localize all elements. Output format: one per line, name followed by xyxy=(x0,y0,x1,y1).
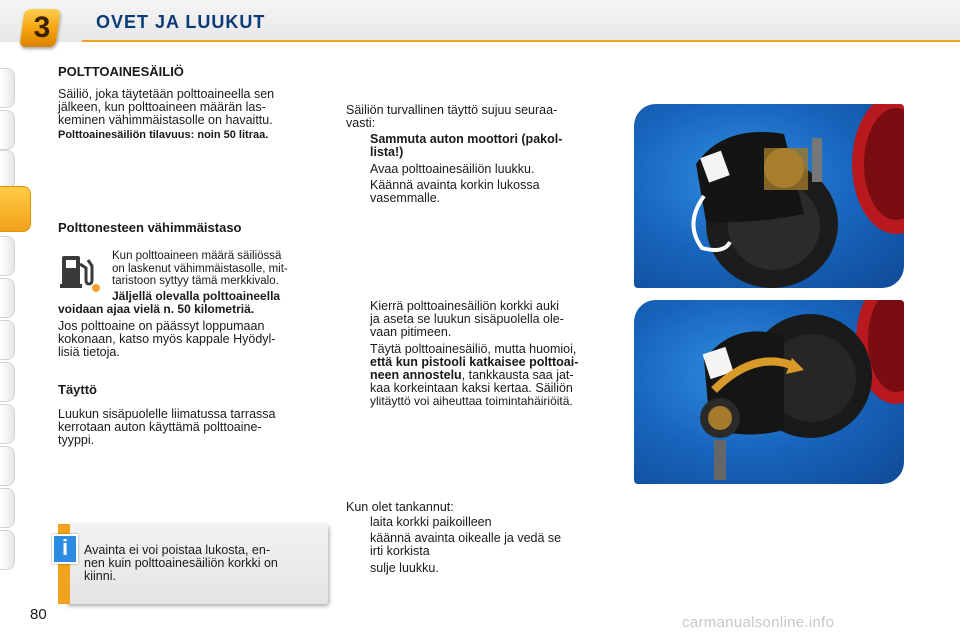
step-line: lista!) xyxy=(370,145,404,159)
chapter-tab-2[interactable] xyxy=(0,110,15,150)
step-turn-key-right xyxy=(346,532,614,560)
chapter-tab-5[interactable] xyxy=(0,236,15,276)
chapter-number: 3 xyxy=(33,11,51,44)
section-title: OVET JA LUUKUT xyxy=(96,12,266,32)
step-stop-engine xyxy=(346,133,614,161)
step-line: käännä avainta oikealle ja vedä se xyxy=(370,531,562,545)
empty-line: lisiä tietoja. xyxy=(58,345,120,359)
step-line: ylitäyttö voi aiheuttaa toimintahäiriöitä. xyxy=(370,394,573,408)
min-line: Kun polttoaineen määrä säiliössä xyxy=(112,250,282,262)
heading-fuel-tank: POLTTOAINESÄILIÖ xyxy=(58,64,184,79)
safe-fill-intro xyxy=(346,104,614,130)
after-refuel-intro: Kun olet tankannut: xyxy=(346,500,454,514)
min-line: on laskenut vähimmäistasolle, mit- xyxy=(112,262,288,275)
step-turn-key-left xyxy=(346,179,614,207)
step-line: kaa korkeintaan kaksi kertaa. Säiliön xyxy=(370,381,573,395)
tank-capacity: Polttoainesäiliön tilavuus: noin 50 litraa. xyxy=(58,129,269,141)
watermark-text: carmanualsonline.info xyxy=(682,614,835,631)
empty-tank-paragraph xyxy=(58,320,326,359)
step-line: Sammuta auton moottori (pakol- xyxy=(370,132,563,146)
step-line: Kierrä polttoainesäiliön korkki auki xyxy=(370,299,559,313)
empty-line: Jos polttoaine on päässyt loppumaan xyxy=(58,319,265,333)
step-line: Käännä avainta korkin lukossa xyxy=(370,178,540,192)
intro-paragraph xyxy=(58,88,326,127)
fill-line: tyyppi. xyxy=(58,433,95,447)
fill-line: kerrotaan auton käyttämä polttoaine- xyxy=(58,420,262,434)
heading-refuelling: Täyttö xyxy=(58,382,97,397)
step-line: ja aseta se luukun sisäpuolella ole- xyxy=(370,312,564,326)
chapter-tab-7[interactable] xyxy=(0,320,15,360)
step-refit-cap xyxy=(346,516,614,530)
step-open-flap xyxy=(346,163,614,177)
chapter-tab-12[interactable] xyxy=(0,530,15,570)
photo-cap-in-holder xyxy=(634,300,904,484)
photo-open-fuel-flap xyxy=(634,104,904,288)
chapter-tab-6[interactable] xyxy=(0,278,15,318)
step-line: Avaa polttoainesäiliön luukku. xyxy=(370,162,535,176)
step-line: vaan pitimeen. xyxy=(370,325,452,339)
step-bold-fragment: neen annostelu xyxy=(370,368,462,382)
chapter-tab-8[interactable] xyxy=(0,362,15,402)
fill-line: Luukun sisäpuolelle liimatussa tarrassa xyxy=(58,407,276,421)
chapter-tab-1[interactable] xyxy=(0,68,15,108)
chapter-tab-11[interactable] xyxy=(0,488,15,528)
step-close-flap xyxy=(346,562,614,576)
chapter-tab-current[interactable] xyxy=(0,186,31,232)
step-line: laita korkki paikoilleen xyxy=(370,515,492,529)
step-line-bold: että kun pistooli katkaisee polttoai- xyxy=(370,355,579,369)
fuel-type-paragraph xyxy=(58,408,326,447)
header-divider xyxy=(82,40,960,42)
info-box-text xyxy=(84,544,322,583)
step-line: irti korkista xyxy=(370,544,430,558)
info-icon-glyph: i xyxy=(61,535,69,560)
info-line: Avainta ei voi poistaa lukosta, en- xyxy=(84,543,270,557)
step-fragment: , tankkausta saa jat- xyxy=(461,368,574,382)
intro-line: Säiliö, joka täytetään polttoaineella sen xyxy=(58,87,275,101)
min-line: taristoon syttyy tämä merkkivalo. xyxy=(112,275,279,287)
chapter-tab-10[interactable] xyxy=(0,446,15,486)
min-level-text xyxy=(112,250,326,288)
fuel-pump-icon xyxy=(58,250,102,294)
range-warning xyxy=(58,290,326,316)
page-number: 80 xyxy=(30,606,47,623)
step-line: vasemmalle. xyxy=(370,191,441,205)
intro-line: vasti: xyxy=(346,116,376,130)
step-line: Täytä polttoainesäiliö, mutta huomioi, xyxy=(370,342,577,356)
chapter-tab-3[interactable] xyxy=(0,150,15,190)
empty-line: kokonaan, katso myös kappale Hyödyl- xyxy=(58,332,276,346)
heading-min-level: Polttonesteen vähimmäistaso xyxy=(58,220,242,235)
range-line: Jäljellä olevalla polttoaineella xyxy=(112,289,281,303)
intro-line: jälkeen, kun polttoaineen määrän las- xyxy=(58,100,266,114)
intro-line: keminen vähimmäistasolle on havaittu. xyxy=(58,113,273,127)
intro-line: Säiliön turvallinen täyttö sujuu seuraa- xyxy=(346,103,558,117)
step-line: sulje luukku. xyxy=(370,561,439,575)
range-line: voidaan ajaa vielä n. 50 kilometriä. xyxy=(58,302,255,316)
info-line: kiinni. xyxy=(84,569,116,583)
step-remove-cap xyxy=(346,300,614,342)
chapter-tab-9[interactable] xyxy=(0,404,15,444)
info-line: nen kuin polttoainesäiliön korkki on xyxy=(84,556,278,570)
step-fill-tank xyxy=(346,343,614,411)
